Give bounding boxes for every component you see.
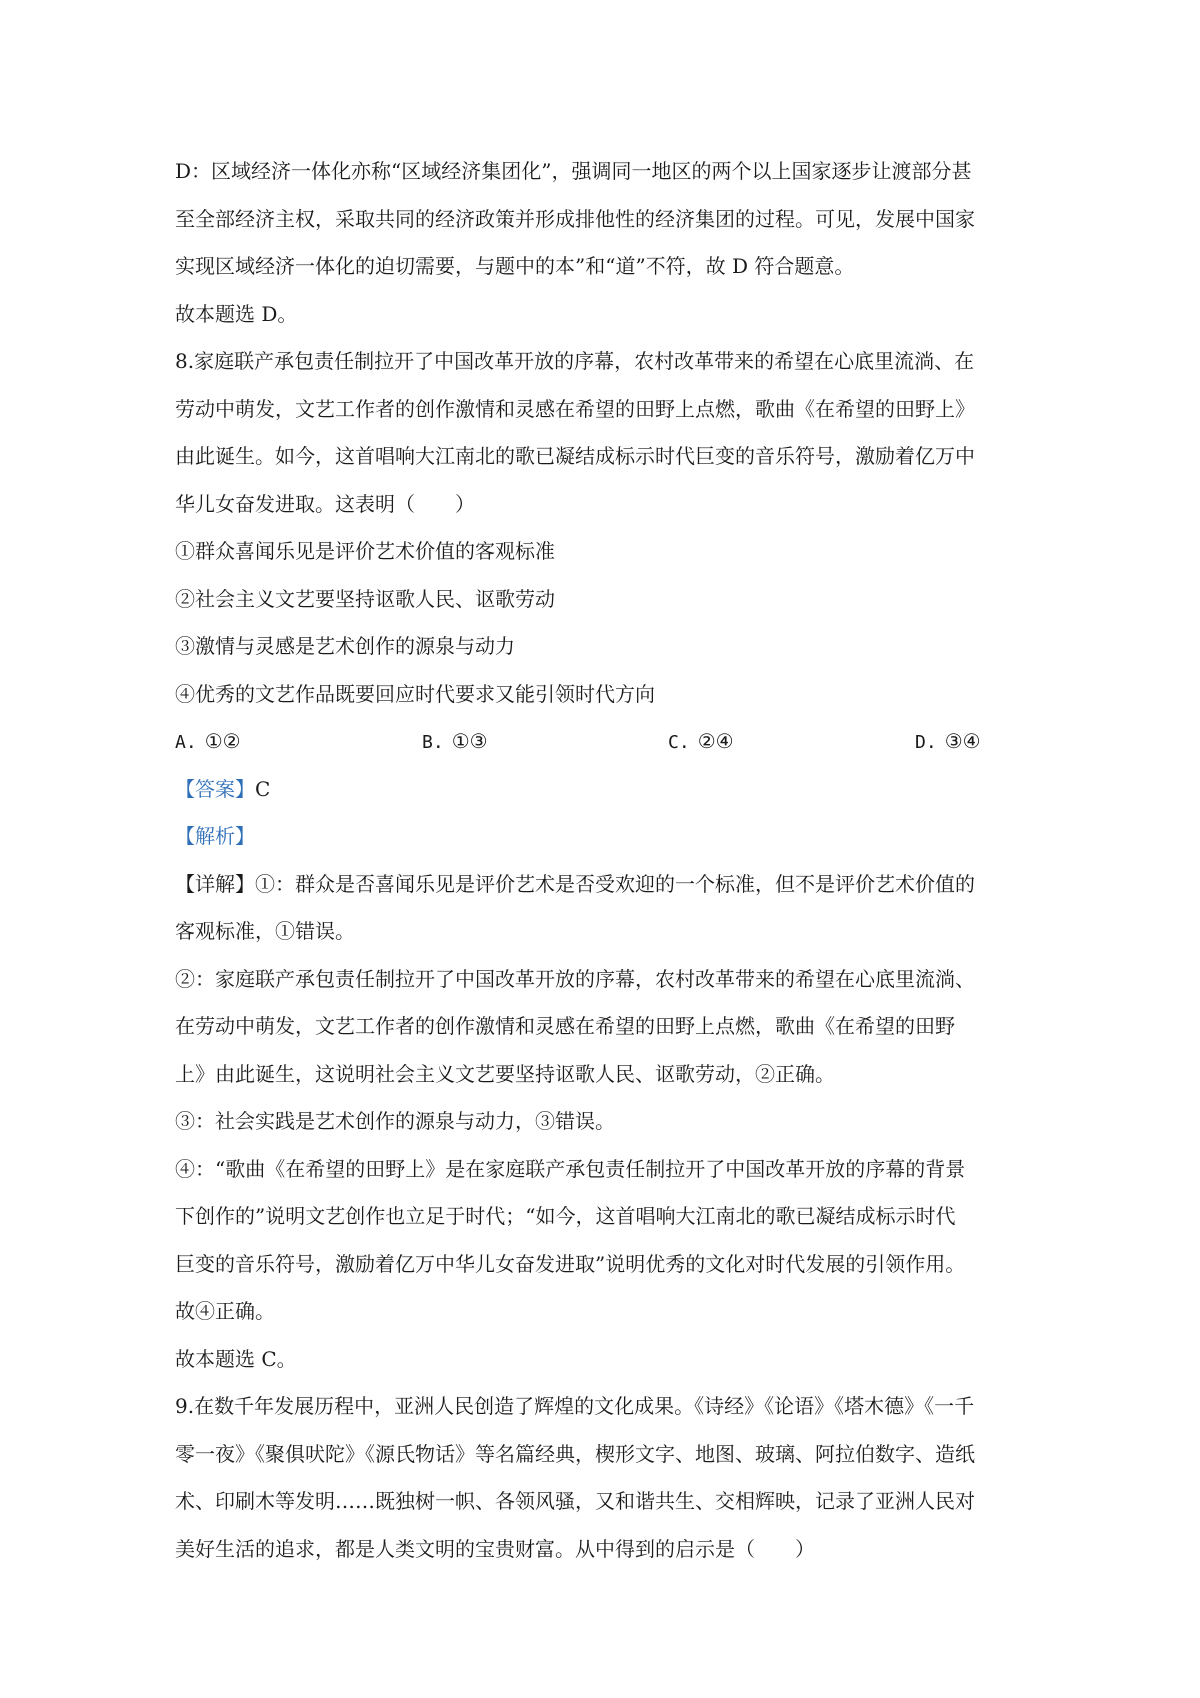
question-8-stem-line: 8.家庭联产承包责任制拉开了中国改革开放的序幕，农村改革带来的希望在心底里流淌、在 (175, 349, 975, 373)
explanation-line: 在劳动中萌发，文艺工作者的创作激情和灵感在希望的田野上点燃，歌曲《在希望的田野 (175, 1014, 955, 1038)
question-9-stem-line: 9.在数千年发展历程中，亚洲人民创造了辉煌的文化成果。《诗经》《论语》《塔木德》《一千 (175, 1394, 975, 1418)
question-8-stem-line: 由此诞生。如今，这首唱响大江南北的歌已凝结成标示时代巨变的音乐符号，激励着亿万中 (175, 444, 975, 468)
option-d-text: ③④ (944, 729, 981, 753)
option-a-letter: A. (175, 732, 197, 753)
statement-1: ①群众喜闻乐见是评价艺术价值的客观标准 (175, 539, 555, 563)
explanation-line: 下创作的”说明文艺创作也立足于时代；“如今，这首唱响大江南北的歌已凝结成标示时代 (175, 1204, 956, 1228)
option-c (668, 718, 734, 767)
option-d (915, 718, 981, 767)
question-9-stem-line: 美好生活的追求，都是人类文明的宝贵财富。从中得到的启示是（ ） (175, 1536, 815, 1561)
text-line: D：区域经济一体化亦称“区域经济集团化”，强调同一地区的两个以上国家逐步让渡部分甚 (175, 159, 972, 183)
statement-3: ③激情与灵感是艺术创作的源泉与动力 (175, 634, 515, 658)
option-b (422, 718, 488, 767)
option-c-text: ②④ (697, 729, 734, 753)
answer-tag: 【答案】 (175, 776, 255, 801)
explanation-line: 巨变的音乐符号，激励着亿万中华儿女奋发进取”说明优秀的文化对时代发展的引领作用。 (175, 1251, 966, 1276)
explanation-line: ②：家庭联产承包责任制拉开了中国改革开放的序幕，农村改革带来的希望在心底里流淌、 (175, 966, 975, 991)
question-9-stem-line: 术、印刷木等发明……既独树一帜、各领风骚，又和谐共生、交相辉映，记录了亚洲人民对 (175, 1489, 975, 1513)
analysis-tag: 【解析】 (175, 824, 255, 848)
statement-2: ②社会主义文艺要坚持讴歌人民、讴歌劳动 (175, 586, 555, 611)
option-b-text: ①③ (451, 729, 488, 753)
explanation-line: ③：社会实践是艺术创作的源泉与动力，③错误。 (175, 1109, 615, 1133)
answer-value: C (255, 776, 271, 801)
answer-conclusion: 故本题选 C。 (175, 1346, 297, 1371)
previous-answer-conclusion: 故本题选 D。 (175, 301, 298, 326)
explanation-line: ④：“歌曲《在希望的田野上》是在家庭联产承包责任制拉开了中国改革开放的序幕的背景 (175, 1156, 966, 1181)
option-a-text: ①② (204, 729, 241, 753)
option-c-letter: C. (668, 732, 690, 753)
option-d-letter: D. (915, 732, 937, 753)
text-line: 至全部经济主权，采取共同的经济政策并形成排他性的经济集团的过程。可见，发展中国家 (175, 206, 975, 231)
question-8-stem-line: 华儿女奋发进取。这表明（ ） (175, 491, 475, 516)
question-9-stem-line: 零一夜》《聚俱吠陀》《源氏物话》等名篇经典，楔形文字、地图、玻璃、阿拉伯数字、造纸 (175, 1441, 975, 1466)
question-8-stem-line: 劳动中萌发，文艺工作者的创作激情和灵感在希望的田野上点燃，歌曲《在希望的田野上》 (175, 396, 975, 421)
option-a (175, 718, 241, 767)
explanation-line: 【详解】①：群众是否喜闻乐见是评价艺术是否受欢迎的一个标准，但不是评价艺术价值的 (175, 871, 975, 896)
statement-4: ④优秀的文艺作品既要回应时代要求又能引领时代方向 (175, 681, 655, 706)
explanation-line: 上》由此诞生，这说明社会主义文艺要坚持讴歌人民、讴歌劳动，②正确。 (175, 1061, 835, 1086)
explanation-line: 故④正确。 (175, 1299, 275, 1323)
page-content (175, 148, 1035, 1573)
option-b-letter: B. (422, 732, 444, 753)
answer-options (175, 718, 1035, 766)
text-line: 实现区域经济一体化的迫切需要，与题中的本”和“道”不符，故 D 符合题意。 (175, 254, 855, 278)
analysis-line (175, 813, 1035, 861)
answer-line (175, 766, 1035, 814)
explanation-line: 客观标准，①错误。 (175, 919, 355, 943)
